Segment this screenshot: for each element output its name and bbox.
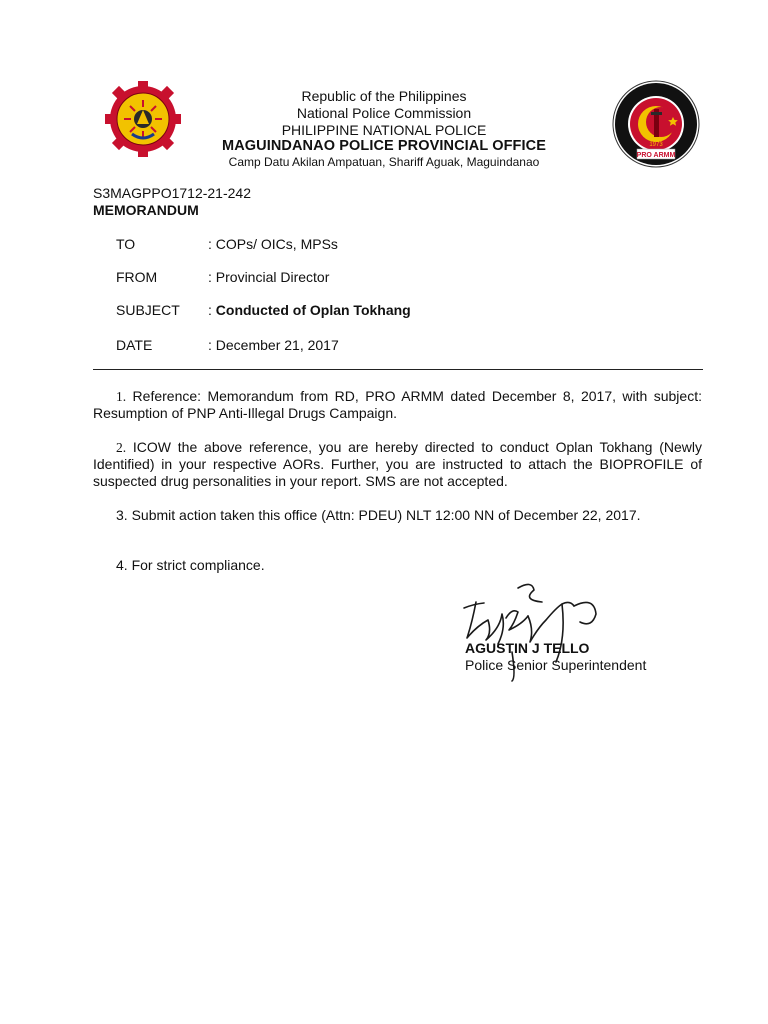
field-value: : Provincial Director <box>208 269 330 285</box>
seal-banner-text: PRO ARMM <box>636 152 676 159</box>
field-label: TO <box>116 236 136 252</box>
header-pnp: PHILIPPINE NATIONAL POLICE <box>281 122 487 138</box>
signatory-name: AGUSTIN J TELLO <box>465 640 590 656</box>
header-napolcom: National Police Commission <box>296 105 472 121</box>
header-republic: Republic of the Philippines <box>301 88 467 104</box>
header-address: Camp Datu Akilan Ampatuan, Shariff Aguak, Maguindanao <box>228 155 540 169</box>
paragraph-4: 4. For strict compliance. <box>116 557 265 573</box>
memo-reference-number: S3MAGPPO1712-21-242 <box>93 185 251 201</box>
field-value: : December 21, 2017 <box>208 337 339 353</box>
seal-year-text: 1973 <box>649 142 663 148</box>
field-value: : Conducted of Oplan Tokhang <box>208 302 411 318</box>
divider-rule <box>93 369 703 370</box>
header-office: MAGUINDANAO POLICE PROVINCIAL OFFICE <box>222 138 546 154</box>
paragraph-1: 1. Reference: Memorandum from RD, PRO ARMM dated December 8, 2017, with subject: Resumption of PNP Anti-Illegal Drugs Campaign. <box>93 388 702 421</box>
subject-text: Conducted of Oplan Tokhang <box>215 302 411 318</box>
field-label: FROM <box>116 269 158 285</box>
field-label: DATE <box>116 337 153 353</box>
field-label: SUBJECT <box>116 302 180 318</box>
paragraph-3: 3. Submit action taken this office (Attn: PDEU) NLT 12:00 NN of December 22, 2017. <box>116 507 641 523</box>
memo-title: MEMORANDUM <box>93 202 199 218</box>
signatory-title: Police Senior Superintendent <box>465 657 647 673</box>
paragraph-2: 2. ICOW the above reference, you are hereby directed to conduct Oplan Tokhang (Newly Identified) in your respective AORs. Further, you are instructed to attach the BIOPROFILE of suspected drug personalities in your report. SMS are not accepted. <box>93 439 702 489</box>
field-value: : COPs/ OICs, MPSs <box>208 236 338 252</box>
